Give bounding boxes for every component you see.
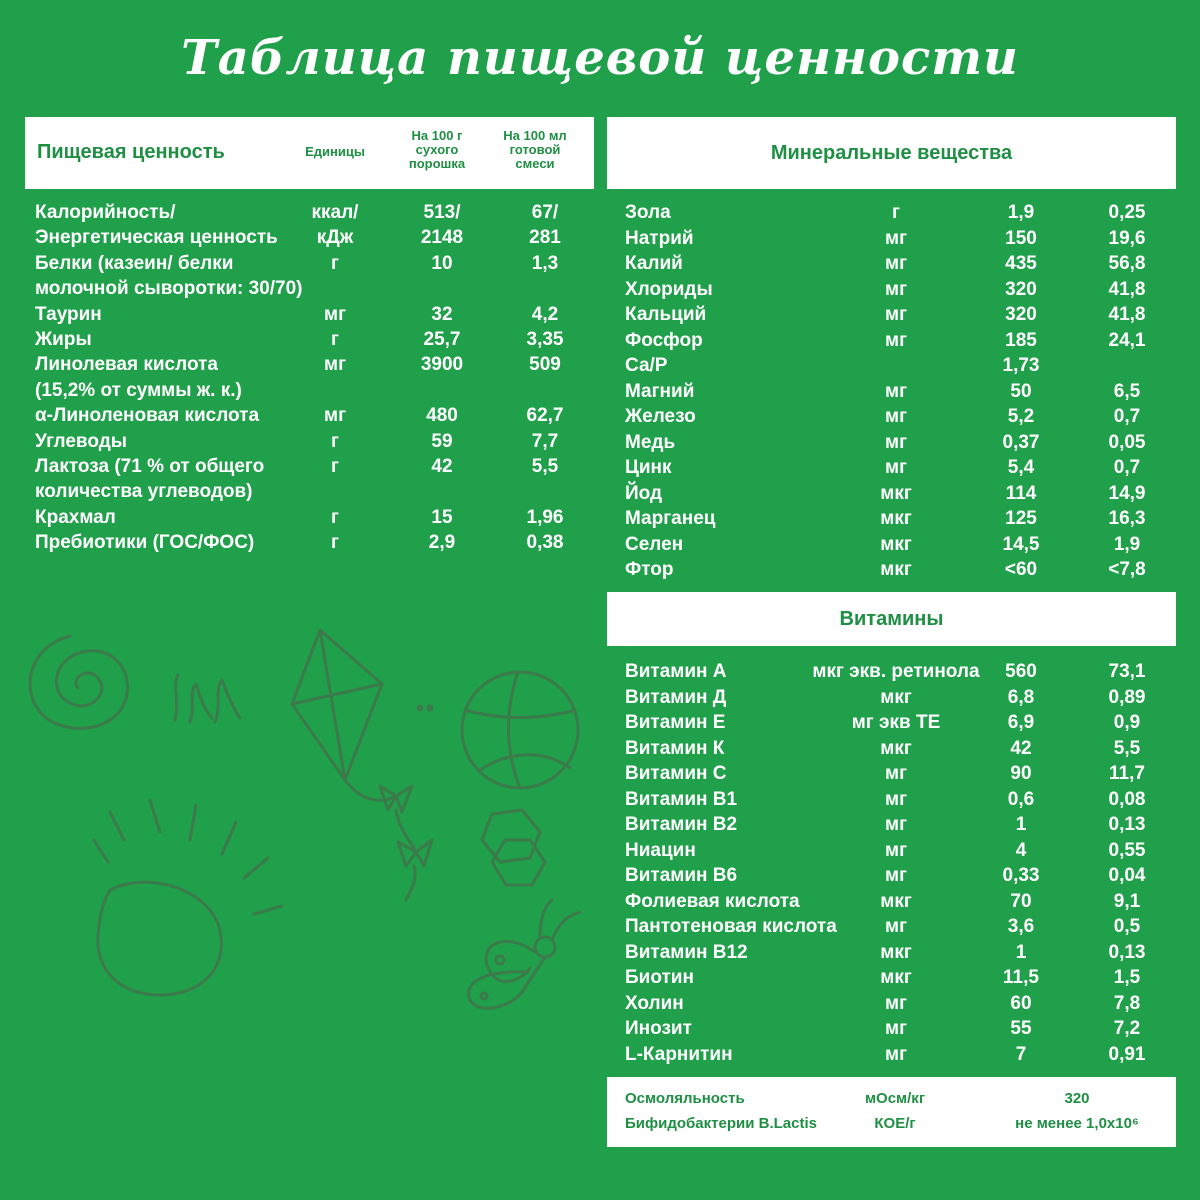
row-value-per-100g: 1,73 [1002, 355, 1040, 376]
table-row [625, 1016, 1165, 1041]
row-value-per-100g: 480 [426, 405, 458, 427]
footer-unit: КОЕ/г [874, 1115, 916, 1132]
row-name: Фолиевая кислота [625, 890, 800, 912]
row-name: (15,2% от суммы ж. к.) [35, 379, 242, 401]
row-value-per-100ml: 0,55 [1108, 839, 1146, 861]
row-unit: мкг [880, 533, 912, 555]
per-100g-line-3: порошка [408, 156, 466, 171]
row-unit: мг [885, 865, 907, 886]
row-unit: мг [885, 763, 907, 784]
footer-value: не менее 1,0х10⁶ [1015, 1115, 1139, 1132]
table-row [625, 889, 1165, 914]
spiral-icon [30, 636, 128, 728]
table-row [625, 863, 1165, 888]
footer-name: Бифидобактерии B.Lactis [625, 1115, 817, 1132]
row-name: Калорийность/ [35, 202, 176, 223]
decorative-doodles [0, 600, 600, 1020]
row-unit: мкг [880, 559, 912, 580]
per-100ml-line-2: готовой [509, 142, 561, 157]
kite-icon [292, 630, 432, 900]
row-value-per-100g: 435 [1005, 253, 1037, 274]
table-row [35, 251, 585, 276]
row-value-per-100ml: 41,8 [1108, 278, 1146, 300]
footer-row-bifidobacteria [607, 1111, 1176, 1137]
row-value-per-100g: 5,2 [1007, 406, 1035, 427]
row-name: Натрий [625, 227, 694, 249]
row-value-per-100ml: 6,5 [1113, 380, 1141, 402]
footer-name: Осмоляльность [625, 1090, 745, 1107]
row-name: Белки (казеин/ белки [35, 252, 234, 274]
table-row [625, 430, 1165, 455]
row-name: Магний [625, 380, 695, 402]
row-name: Зола [625, 202, 671, 223]
table-row [35, 479, 585, 504]
row-name: L-Карнитин [625, 1043, 733, 1065]
table-row [625, 557, 1165, 582]
row-value-per-100g: 320 [1005, 278, 1037, 300]
table-row [625, 736, 1165, 761]
row-value-per-100g: 2,9 [428, 532, 456, 554]
row-unit: мг [324, 354, 346, 376]
table-row [35, 352, 585, 377]
table-row [625, 659, 1165, 684]
row-value-per-100g: 2148 [420, 227, 464, 249]
row-unit: мг [885, 992, 907, 1014]
row-unit: кДж [316, 227, 354, 249]
row-unit: мг [885, 304, 907, 325]
row-value-per-100ml: 24,1 [1108, 329, 1146, 351]
row-value-per-100g: 320 [1005, 304, 1037, 325]
row-name: Селен [625, 533, 684, 555]
row-name: количества углеводов) [35, 481, 253, 503]
row-name: Калий [625, 253, 683, 274]
row-name: Ниацин [625, 839, 696, 861]
row-value-per-100g: 25,7 [423, 329, 461, 350]
row-unit: г [331, 456, 339, 477]
table-row [35, 225, 585, 250]
row-value-per-100g: 50 [1010, 380, 1032, 402]
row-unit: г [892, 202, 900, 223]
row-unit: г [331, 532, 339, 554]
row-unit: мг [885, 431, 907, 453]
table-row [625, 353, 1165, 378]
grass-icon [175, 675, 240, 722]
row-value-per-100ml: 0,91 [1108, 1043, 1146, 1065]
row-unit: мг [885, 814, 907, 835]
row-name: Пребиотики (ГОС/ФОС) [35, 532, 255, 554]
row-value-per-100ml: 0,08 [1108, 788, 1146, 810]
table-row [625, 1042, 1165, 1067]
table-row [35, 302, 585, 327]
row-unit: г [331, 329, 339, 350]
table-row [35, 505, 585, 530]
table-row [625, 277, 1165, 302]
row-value-per-100g: 185 [1005, 329, 1037, 351]
nutrition-header-title: Пищевая ценность [37, 141, 225, 163]
row-unit: мкг [880, 482, 912, 504]
row-name: Крахмал [35, 506, 116, 528]
row-unit: мг [885, 1043, 907, 1065]
row-name: Витамин С [625, 763, 727, 784]
row-value-per-100g: 90 [1010, 763, 1032, 784]
row-name: Биотин [625, 967, 694, 988]
row-value-per-100g: 70 [1010, 890, 1032, 912]
row-name: молочной сыворотки: 30/70) [35, 278, 303, 300]
per-100ml-line-3: смеси [515, 156, 555, 171]
per-100g-column-header [395, 129, 479, 171]
row-value-per-100g: 14,5 [1002, 533, 1040, 555]
row-value-per-100ml: 5,5 [1113, 737, 1141, 759]
row-value-per-100ml: 56,8 [1108, 253, 1146, 274]
row-value-per-100ml: 0,9 [1113, 712, 1141, 733]
row-unit: мг экв ТЕ [851, 712, 941, 733]
row-value-per-100g: 6,8 [1007, 686, 1035, 708]
row-value-per-100ml: 4,2 [531, 303, 559, 325]
table-row [625, 302, 1165, 327]
table-row [625, 787, 1165, 812]
row-value-per-100g: 513/ [423, 202, 461, 223]
row-value-per-100g: 11,5 [1003, 967, 1039, 988]
table-row [625, 404, 1165, 429]
per-100ml-line-1: На 100 мл [503, 128, 567, 143]
table-row [625, 455, 1165, 480]
row-value-per-100g: 150 [1005, 227, 1037, 249]
row-value-per-100ml: 0,7 [1113, 457, 1141, 478]
row-value-per-100ml: 0,5 [1113, 916, 1141, 937]
row-name: Витамин В12 [625, 941, 748, 963]
row-value-per-100ml: 1,5 [1113, 967, 1141, 988]
footer-unit: мОсм/кг [864, 1090, 926, 1107]
row-value-per-100g: 4 [1015, 839, 1027, 861]
row-name: Лактоза (71 % от общего [35, 456, 265, 477]
row-value-per-100ml: 14,9 [1108, 482, 1146, 504]
row-value-per-100ml: 0,25 [1108, 202, 1146, 223]
row-value-per-100g: 3,6 [1007, 916, 1035, 937]
row-value-per-100ml: 9,1 [1113, 890, 1141, 912]
row-unit: мг [324, 405, 346, 427]
table-row [35, 378, 585, 403]
row-unit: мг [885, 380, 907, 402]
row-value-per-100g: 32 [431, 303, 453, 325]
table-row [35, 276, 585, 301]
table-row [625, 965, 1165, 990]
row-value-per-100g: 6,9 [1007, 712, 1035, 733]
row-value-per-100ml: 0,13 [1108, 814, 1146, 835]
dot-icon [428, 706, 432, 710]
row-value-per-100ml: 62,7 [526, 405, 564, 427]
row-name: Фтор [625, 559, 674, 580]
table-row [625, 200, 1165, 225]
hexagon-icon [482, 810, 545, 885]
row-value-per-100ml: 0,05 [1108, 431, 1146, 453]
row-value-per-100ml: 7,8 [1113, 992, 1141, 1014]
row-unit: мкг [880, 890, 912, 912]
table-row [625, 685, 1165, 710]
vitamins-header: Витамины [607, 592, 1176, 646]
table-row [35, 530, 585, 555]
row-unit: г [331, 506, 339, 528]
row-value-per-100ml: 0,13 [1108, 941, 1146, 963]
row-name: α-Линоленовая кислота [35, 405, 260, 427]
row-value-per-100g: 1 [1015, 814, 1027, 835]
row-unit: мг [885, 329, 907, 351]
row-value-per-100ml: 41,8 [1108, 304, 1146, 325]
nutrition-table-header [25, 117, 594, 189]
row-name: Витамин Е [625, 712, 726, 733]
per-100ml-column-header [493, 129, 577, 171]
butterfly-icon [469, 900, 580, 1008]
table-row [35, 429, 585, 454]
table-row [625, 914, 1165, 939]
row-value-per-100g: 60 [1010, 992, 1032, 1014]
row-value-per-100ml: 0,04 [1108, 865, 1146, 886]
row-value-per-100g: <60 [1004, 559, 1038, 580]
row-unit: мкг [880, 737, 912, 759]
row-name: Витамин В6 [625, 865, 738, 886]
ball-icon [462, 672, 578, 788]
row-value-per-100g: 1,9 [1007, 202, 1035, 223]
row-value-per-100g: 55 [1010, 1018, 1032, 1039]
table-row [625, 710, 1165, 735]
row-name: Пантотеновая кислота [625, 916, 837, 937]
row-name: Витамин А [625, 661, 727, 682]
row-unit: мг [885, 457, 907, 478]
row-name: Энергетическая ценность [35, 227, 278, 249]
row-value-per-100g: 560 [1005, 661, 1037, 682]
row-value-per-100ml: 5,5 [531, 456, 559, 477]
row-value-per-100g: 7 [1015, 1043, 1027, 1065]
page-title: Таблица пищевой ценности [181, 30, 1019, 86]
row-unit: мг [885, 1018, 907, 1039]
row-name: Хлориды [625, 278, 713, 300]
sun-icon [94, 800, 282, 995]
table-row [625, 379, 1165, 404]
row-name: Кальций [625, 304, 707, 325]
row-name: Витамин К [625, 737, 725, 759]
row-name: Инозит [625, 1018, 692, 1039]
row-value-per-100ml: 281 [529, 227, 561, 249]
row-value-per-100ml: 7,7 [531, 430, 559, 452]
row-value-per-100ml: 1,3 [531, 252, 559, 274]
row-name: Таурин [35, 303, 102, 325]
row-name: Марганец [625, 508, 716, 529]
row-value-per-100g: 0,33 [1002, 865, 1040, 886]
row-name: Линолевая кислота [35, 354, 218, 376]
table-row [625, 481, 1165, 506]
table-row [35, 327, 585, 352]
row-unit: г [331, 430, 339, 452]
row-name: Витамин В1 [625, 788, 738, 810]
row-unit: мкг [880, 967, 912, 988]
row-value-per-100g: 5,4 [1007, 457, 1035, 478]
row-value-per-100ml: 3,35 [526, 329, 564, 350]
row-value-per-100ml: 16,3 [1108, 508, 1146, 529]
row-unit: мкг [880, 686, 912, 708]
table-row [625, 328, 1165, 353]
minerals-header: Минеральные вещества [607, 117, 1176, 189]
row-unit: мкг экв. ретинола [812, 661, 980, 682]
table-row [625, 838, 1165, 863]
table-row [35, 200, 585, 225]
table-row [625, 251, 1165, 276]
row-name: Углеводы [35, 430, 127, 452]
row-unit: мкг [880, 941, 912, 963]
row-name: Са/Р [625, 355, 668, 376]
row-value-per-100ml: 0,38 [526, 532, 564, 554]
row-value-per-100g: 114 [1005, 482, 1037, 504]
row-name: Йод [625, 482, 663, 504]
row-value-per-100ml: <7,8 [1108, 559, 1146, 580]
row-value-per-100ml: 1,9 [1113, 533, 1141, 555]
row-name: Медь [625, 431, 676, 453]
footer-table [607, 1077, 1176, 1147]
row-value-per-100ml: 0,7 [1113, 406, 1141, 427]
table-row [625, 532, 1165, 557]
table-row [35, 454, 585, 479]
dot-icon [418, 706, 422, 710]
table-row [625, 812, 1165, 837]
footer-value: 320 [1064, 1090, 1090, 1107]
table-row [625, 940, 1165, 965]
row-value-per-100ml: 67/ [531, 202, 559, 223]
row-unit: ккал/ [311, 202, 359, 223]
row-value-per-100ml: 1,96 [526, 506, 564, 528]
row-name: Холин [625, 992, 684, 1014]
table-row [35, 403, 585, 428]
row-unit: мг [885, 788, 907, 810]
table-row [625, 226, 1165, 251]
row-value-per-100g: 0,6 [1007, 788, 1035, 810]
row-value-per-100g: 3900 [420, 354, 464, 376]
row-value-per-100g: 42 [431, 456, 453, 477]
row-name: Фосфор [625, 329, 703, 351]
row-unit: мг [885, 839, 907, 861]
per-100g-line-1: На 100 г [411, 128, 463, 143]
row-unit: мг [885, 406, 907, 427]
units-column-header: Единицы [305, 144, 365, 159]
table-row [625, 506, 1165, 531]
row-value-per-100ml: 0,89 [1108, 686, 1146, 708]
row-value-per-100g: 15 [431, 506, 453, 528]
row-name: Железо [625, 406, 696, 427]
row-value-per-100g: 59 [431, 430, 453, 452]
row-value-per-100ml: 19,6 [1108, 227, 1146, 249]
row-value-per-100g: 42 [1010, 737, 1032, 759]
table-row [625, 761, 1165, 786]
row-name: Витамин Д [625, 686, 727, 708]
row-value-per-100ml: 7,2 [1113, 1018, 1141, 1039]
row-unit: мг [885, 916, 907, 937]
row-unit: мг [885, 253, 907, 274]
row-name: Жиры [35, 329, 92, 350]
row-value-per-100ml: 509 [529, 354, 561, 376]
row-name: Витамин В2 [625, 814, 738, 835]
row-unit: мг [324, 303, 346, 325]
row-name: Цинк [625, 457, 672, 478]
row-unit: мкг [880, 508, 912, 529]
table-row [625, 991, 1165, 1016]
row-value-per-100g: 10 [431, 252, 453, 274]
row-value-per-100g: 0,37 [1002, 431, 1040, 453]
row-value-per-100g: 125 [1005, 508, 1037, 529]
row-unit: г [331, 252, 339, 274]
row-unit: мг [885, 227, 907, 249]
footer-row-osmolality [607, 1086, 1176, 1112]
row-value-per-100ml: 11,7 [1109, 763, 1145, 784]
row-value-per-100g: 1 [1015, 941, 1027, 963]
row-unit: мг [885, 278, 907, 300]
row-value-per-100ml: 73,1 [1108, 661, 1146, 682]
per-100g-line-2: сухого [415, 142, 459, 157]
